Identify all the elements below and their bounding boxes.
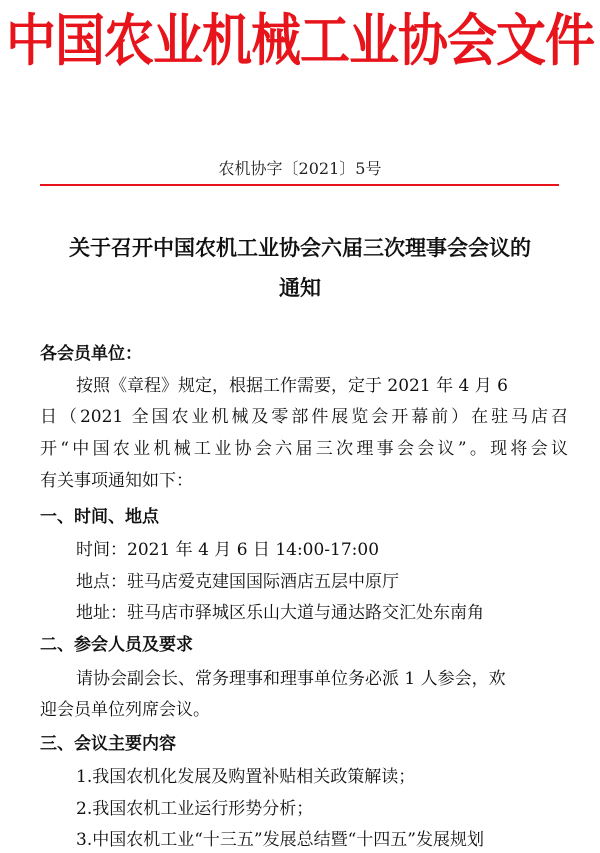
meeting-address: 地址：驻马店市驿城区乐山大道与通达路交汇处东南角 (76, 603, 484, 623)
section-3-heading: 三、会议主要内容 (40, 734, 176, 754)
notice-title-line-1: 关于召开中国农机工业协会六届三次理事会会议的 (69, 236, 531, 260)
meeting-place: 地点：驻马店爱克建国国际酒店五层中原厅 (76, 572, 399, 592)
section-2-line-2: 迎会员单位列席会议。 (40, 700, 210, 720)
section-2-heading: 二、参会人员及要求 (40, 635, 193, 655)
agenda-item-1: 1.我国农机化发展及购置补贴相关政策解读； (76, 767, 416, 787)
meeting-time: 时间：2021 年 4 月 6 日 14:00-17:00 (76, 540, 380, 560)
section-1-heading: 一、时间、地点 (40, 507, 159, 527)
intro-line-1: 按照《章程》规定，根据工作需要，定于 2021 年 4 月 6 (76, 376, 508, 396)
agenda-item-2: 2.我国农机工业运行形势分析； (76, 799, 314, 819)
masthead-title: 中国农业机械工业协会文件 (6, 8, 594, 74)
intro-line-4: 有关事项通知如下： (40, 471, 193, 491)
section-2-line-1: 请协会副会长、常务理事和理事单位务必派 1 人参会，欢 (76, 669, 506, 689)
intro-line-2: 日（2021 全国农业机械及零部件展览会开幕前）在驻马店召 (40, 407, 568, 427)
document-number: 农机协字〔2021〕5号 (218, 159, 382, 178)
red-divider (40, 184, 559, 186)
agenda-item-3: 3.中国农机工业“十三五”发展总结暨“十四五”发展规划 (76, 830, 484, 850)
notice-title-line-2: 通知 (279, 276, 321, 300)
intro-line-3: 开“中国农业机械工业协会六届三次理事会会议”。现将会议 (40, 439, 568, 459)
notice-title (40, 228, 560, 308)
salutation: 各会员单位： (40, 344, 142, 364)
